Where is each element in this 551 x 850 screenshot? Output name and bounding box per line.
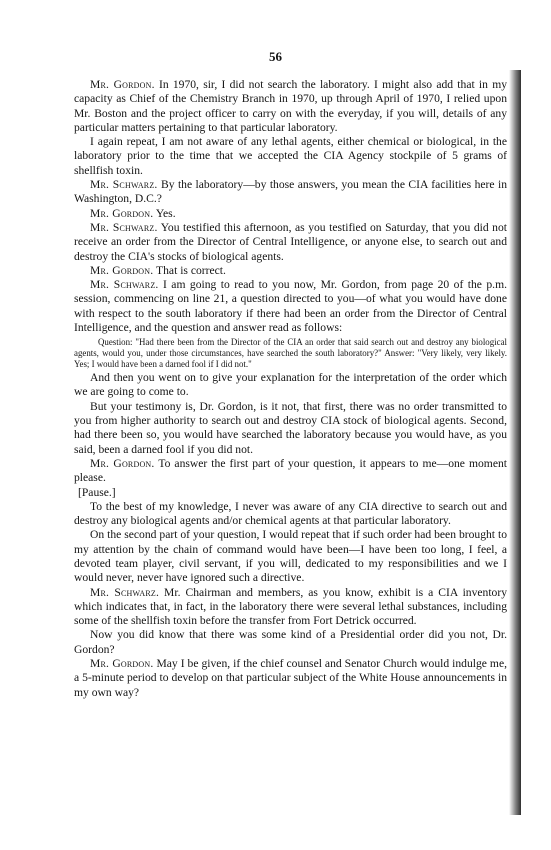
transcript-paragraph — [74, 278, 507, 335]
transcript-group-3 — [74, 500, 507, 700]
paragraph-text: I am going to read to you now, Mr. Gordon, from page 20 of the p.m. session, commencing on line 21, a question directed to you—of what you would have done with respect to the south laboratory if there had been an order from the Director of Central Intelligence, and the question and answer read as follows: — [74, 278, 507, 335]
paragraph-text: And then you went on to give your explanation for the interpretation of the order which we are going to come to. — [74, 371, 507, 399]
transcript-group-2 — [74, 371, 507, 485]
transcript-paragraph — [74, 78, 507, 135]
page-number: 56 — [269, 49, 282, 64]
quoted-testimony: Question: "Had there been from the Director of the CIA an order that said search out and destroy any biological agents, would you, under those circumstances, have searched the south laboratory?" Answer: "Very likely, very likely. Yes; I would have been a darned fool if I did not." — [74, 337, 507, 369]
transcript-paragraph — [74, 207, 507, 221]
transcript-paragraph — [74, 178, 507, 207]
pause-note: [Pause.] — [78, 485, 116, 499]
paragraph-text: I again repeat, I am not aware of any lethal agents, either chemical or biological, in the laboratory prior to the time that we accepted the CIA Agency stockpile of 5 grams of shellfish toxin. — [74, 135, 507, 177]
transcript-paragraph — [74, 657, 507, 700]
transcript-paragraph — [74, 221, 507, 264]
paragraph-text: May I be given, if the chief counsel and Senator Church would indulge me, a 5-minute period to develop on that particular subject of the White House announcements in my own way? — [74, 657, 507, 699]
speaker-name: Mr. Gordon. — [90, 206, 154, 220]
transcript-body — [74, 78, 507, 700]
speaker-name: Mr. Schwarz. — [90, 178, 158, 192]
transcript-paragraph — [74, 135, 507, 178]
scan-edge-shadow — [509, 70, 521, 815]
transcript-paragraph — [74, 586, 507, 629]
paragraph-text: In 1970, sir, I did not search the laboratory. I might also add that in my capacity as Chief of the Chemistry Branch in 1970, up through April of 1970, I relied upon Mr. Boston and the project officer to carry on with the everyday, if you will, details of any particular matters pertaining to that particular laboratory. — [74, 78, 508, 134]
transcript-paragraph — [74, 500, 507, 529]
transcript-paragraph — [74, 528, 507, 585]
paragraph-text: By the laboratory—by those answers, you mean the CIA facilities here in Washington, D.C.? — [74, 178, 507, 206]
speaker-name: Mr. Schwarz. — [90, 220, 158, 234]
transcript-paragraph — [74, 264, 507, 278]
paragraph-text: But your testimony is, Dr. Gordon, is it not, that first, there was no order transmitted to you from higher authority to search out and destroy CIA stock of biological agents. Second, had there been so, you would have searched the laboratory because you would have, as you said, been a darned fool if you did not. — [74, 399, 507, 456]
transcript-group-1 — [74, 78, 507, 335]
paragraph-text: You testified this afternoon, as you testified on Saturday, that you did not receive an order from the Director of Central Intelligence, or anyone else, to search out and destroy the CIA's stocks of biological agents. — [74, 220, 507, 263]
speaker-name: Mr. Gordon. — [90, 456, 155, 470]
paragraph-text: Yes. — [153, 206, 176, 220]
paragraph-text: Mr. Chairman and members, as you know, exhibit is a CIA inventory which indicates that, in fact, in the laboratory there were several lethal substances, including some of the shellfish toxin before the transfer from Fort Detrick occurred. — [74, 585, 508, 628]
speaker-name: Mr. Gordon. — [90, 78, 155, 91]
paragraph-text: To answer the first part of your question, it appears to me—one moment please. — [74, 456, 507, 485]
paragraph-text: Now you did know that there was some kind of a Presidential order did you not, Dr. Gordon? — [74, 628, 507, 656]
transcript-paragraph — [74, 400, 507, 457]
transcript-paragraph — [74, 457, 507, 486]
paragraph-text: On the second part of your question, I would repeat that if such order had been brought to my attention by the chain of command would have been—I have been too long, I feel, a devoted team player, civil servant, if you will, dedicated to my responsibilities and we I would never, never have ignored such a directive. — [74, 528, 507, 585]
transcript-paragraph — [74, 371, 507, 400]
paragraph-text: That is correct. — [153, 263, 226, 277]
transcript-paragraph — [74, 628, 507, 657]
speaker-name: Mr. Gordon. — [90, 657, 154, 671]
paragraph-text: To the best of my knowledge, I never was aware of any CIA directive to search out and destroy any biological agents and/or chemical agents at that particular laboratory. — [74, 499, 507, 528]
speaker-name: Mr. Schwarz. — [90, 585, 160, 599]
speaker-name: Mr. Schwarz. — [90, 278, 159, 292]
speaker-name: Mr. Gordon. — [90, 263, 154, 277]
